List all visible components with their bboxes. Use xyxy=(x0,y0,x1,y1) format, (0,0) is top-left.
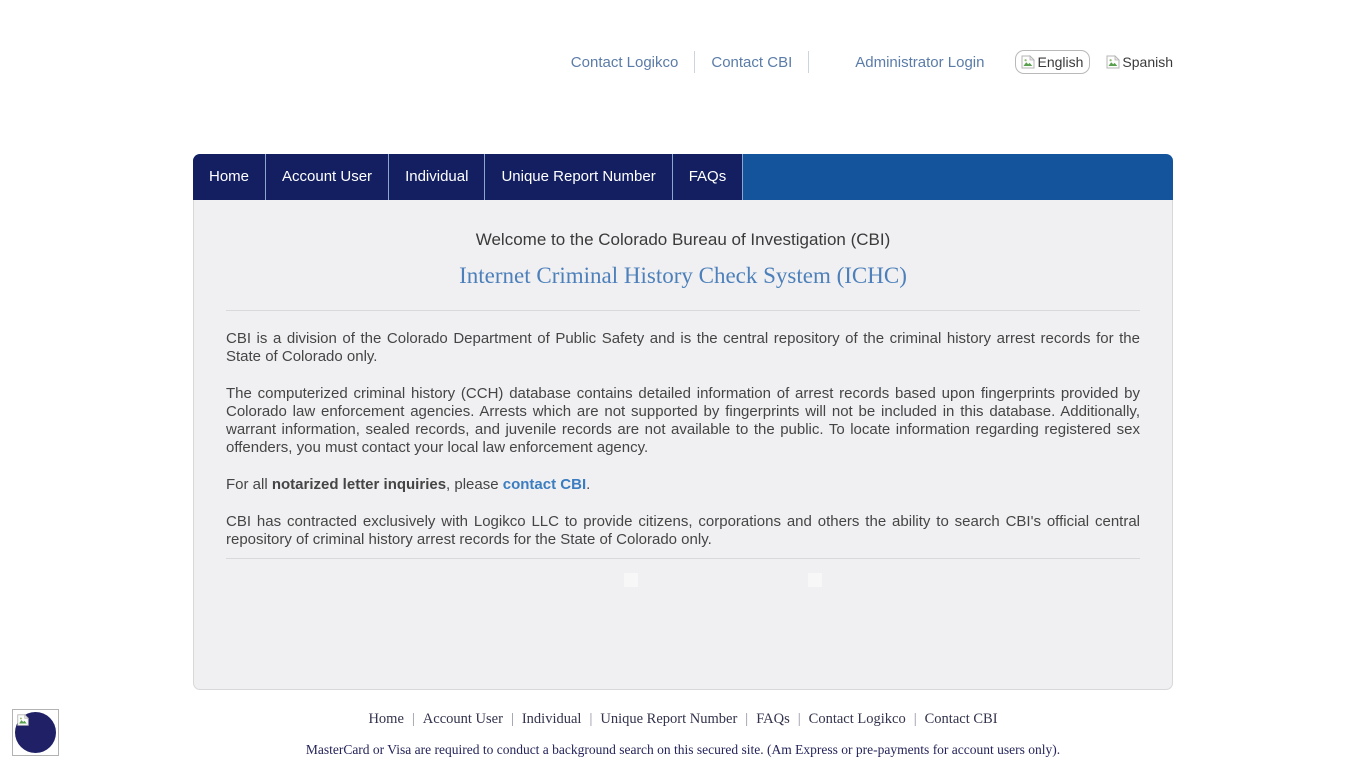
footer-link-faqs[interactable]: FAQs xyxy=(756,711,790,727)
broken-logo-placeholder xyxy=(12,709,59,756)
payment-note: MasterCard or Visa are required to conduct a background search on this secured site. (Am Express or pre-payments for account users only). xyxy=(305,742,1061,757)
footer-link-contact-cbi[interactable]: Contact CBI xyxy=(924,711,998,727)
header-link-contact-cbi[interactable]: Contact CBI xyxy=(711,53,793,71)
main-content-panel xyxy=(193,200,1173,690)
footer-link-account-user[interactable]: Account User xyxy=(422,711,503,727)
footer-separator: | xyxy=(510,711,514,727)
footer-separator: | xyxy=(745,711,749,727)
tab-unique-report-number[interactable]: Unique Report Number xyxy=(485,154,672,200)
header-divider xyxy=(808,51,809,73)
header-divider xyxy=(694,51,695,73)
header-link-contact-logikco[interactable]: Contact Logikco xyxy=(570,53,679,71)
welcome-heading: Welcome to the Colorado Bureau of Investigation (CBI) xyxy=(475,230,891,249)
footer-nav xyxy=(193,711,1173,728)
paragraph-notarized xyxy=(226,476,1140,494)
tab-home[interactable]: Home xyxy=(193,154,266,200)
broken-image-icon xyxy=(1020,54,1036,70)
paragraph-logikco-contract: CBI has contracted exclusively with Logikco LLC to provide citizens, corporations and others the ability to search CBI's official central repository of criminal history arrest records for the State of Colorado only. xyxy=(226,513,1140,548)
tab-individual[interactable]: Individual xyxy=(389,154,485,200)
paragraph-cch-database: The computerized criminal history (CCH) database contains detailed information of arrest records based upon fingerprints provided by Colorado law enforcement agencies. Arrests which are not supported by fingerprints will not be included in this database. Additionally, warrant information, sealed records, and juvenile records are not available to the public. To locate information regarding registered sex offenders, you must contact your local law enforcement agency. xyxy=(226,385,1140,456)
main-navbar xyxy=(193,154,1173,200)
footer-separator: | xyxy=(797,711,801,727)
top-header xyxy=(193,0,1173,76)
faint-image-placeholder xyxy=(624,573,638,587)
footer-link-unique-report-number[interactable]: Unique Report Number xyxy=(600,711,738,727)
notarized-middle: , please xyxy=(446,476,503,493)
notarized-prefix: For all xyxy=(226,476,272,493)
footer-link-individual[interactable]: Individual xyxy=(521,711,582,727)
language-button-spanish[interactable] xyxy=(1105,51,1173,73)
broken-image-icon xyxy=(16,713,30,727)
footer-separator: | xyxy=(589,711,593,727)
content-divider-bottom xyxy=(226,558,1140,559)
language-button-english[interactable] xyxy=(1015,50,1090,74)
footer-link-home[interactable]: Home xyxy=(368,711,404,727)
footer-separator: | xyxy=(913,711,917,727)
footer-separator: | xyxy=(411,711,415,727)
header-link-administrator-login[interactable]: Administrator Login xyxy=(855,53,985,71)
tab-faqs[interactable]: FAQs xyxy=(673,154,744,200)
faint-image-placeholder xyxy=(808,573,822,587)
language-label: English xyxy=(1037,54,1084,70)
paragraph-cbi-division: CBI is a division of the Colorado Department of Public Safety and is the central repository of the criminal history arrest records for the State of Colorado only. xyxy=(226,330,1140,365)
language-label: Spanish xyxy=(1122,54,1173,70)
broken-image-icon xyxy=(1105,54,1121,70)
notarized-suffix: . xyxy=(586,476,591,493)
tab-account-user[interactable]: Account User xyxy=(266,154,389,200)
notarized-bold: notarized letter inquiries xyxy=(271,476,447,493)
contact-cbi-link[interactable]: contact CBI xyxy=(502,476,587,493)
content-divider-top xyxy=(226,310,1140,311)
footer-link-contact-logikco[interactable]: Contact Logikco xyxy=(808,711,906,727)
system-heading: Internet Criminal History Check System (ICHC) xyxy=(459,263,907,288)
